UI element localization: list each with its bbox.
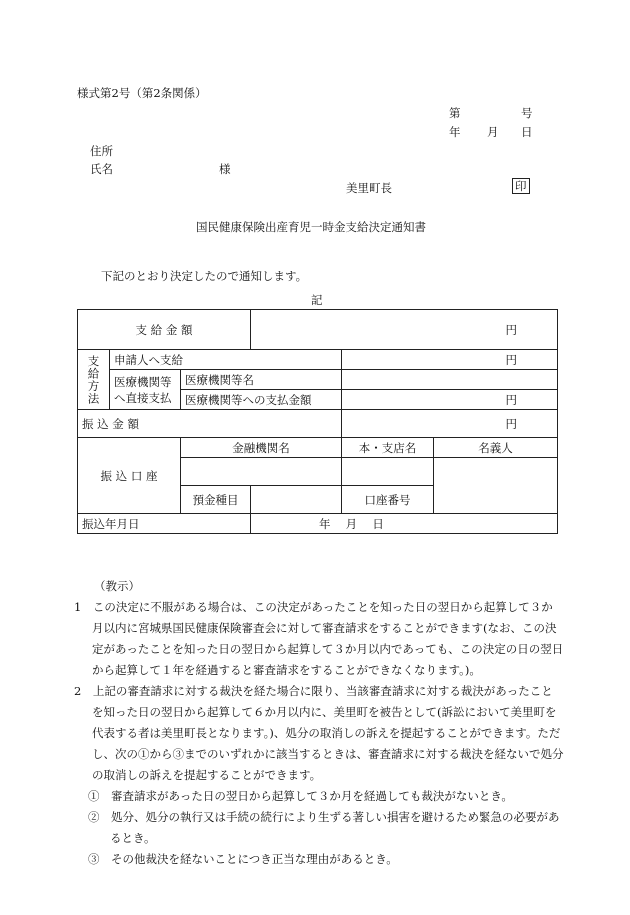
honorific: 様	[219, 162, 231, 176]
branch-header: 本・支店名	[342, 438, 434, 458]
date-day: 日	[521, 125, 533, 139]
instruction-1: 1 この決定に不服がある場合は、この決定があったことを知った日の翌日から起算して３か月以内に宮城県国民健康保険審査会に対して審査請求をすることができます(なお、この決定があったことを知った日の翌日から起算して３か月以内であっても、この決定の日の翌日から起算して１年を経過すると審査請求をすることができなくなります。)。	[74, 600, 564, 677]
institution-amount-value: 円	[342, 390, 558, 410]
holder-value	[434, 458, 558, 514]
document-title: 国民健康保険出産育児一時金支給決定通知書	[196, 220, 426, 234]
transfer-amount-label: 振 込 金 額	[78, 410, 342, 438]
transfer-account-label: 振 込 口 座	[78, 438, 181, 514]
address-label: 住所	[90, 144, 113, 158]
holder-header: 名義人	[434, 438, 558, 458]
payment-amount-value: 円	[251, 310, 558, 350]
bank-name-value	[181, 458, 342, 486]
name-label: 氏名	[90, 162, 113, 176]
instruction-2-item-2: ② 処分、処分の執行又は手続の続行により生ずる著しい損害を避けるため緊急の必要があるとき。	[88, 810, 560, 845]
transfer-date-label: 振込年月日	[78, 514, 251, 534]
doc-number-prefix: 第	[449, 106, 461, 120]
doc-number-suffix: 号	[521, 106, 533, 120]
intro-text: 下記のとおり決定したので通知します。	[101, 269, 308, 283]
payment-table	[77, 309, 558, 534]
instruction-2-item-1: ① 審査請求があった日の翌日から起算して３か月を経過しても裁決がないとき。	[88, 789, 513, 803]
date-month: 月	[487, 125, 499, 139]
institution-name-value	[342, 370, 558, 390]
deposit-type-label: 預金種目	[181, 486, 251, 514]
transfer-date-value: 年 月 日	[251, 514, 558, 534]
institution-amount-label: 医療機関等への支払金額	[181, 390, 342, 410]
to-applicant-label: 申請人へ支給	[110, 350, 342, 370]
direct-payment-label	[110, 370, 181, 410]
transfer-amount-value: 円	[342, 410, 558, 438]
account-number-label: 口座番号	[342, 486, 434, 514]
instructions	[74, 576, 564, 870]
seal-mark: 印	[512, 178, 530, 194]
direct-payment-line2: へ直接支払	[114, 390, 172, 405]
date-year: 年	[449, 125, 461, 139]
institution-name-label: 医療機関等名	[181, 370, 342, 390]
bank-name-header: 金融機関名	[181, 438, 342, 458]
payment-amount-label: 支 給 金 額	[78, 310, 251, 350]
issuer: 美里町長	[346, 181, 392, 195]
payment-method-label: 支給方法	[78, 350, 110, 410]
branch-value	[342, 458, 434, 486]
deposit-type-value	[251, 486, 342, 514]
ki-mark: 記	[311, 293, 323, 307]
instruction-2: 2 上記の審査請求に対する裁決を経た場合に限り、当該審査請求に対する裁決があったことを知った日の翌日から起算して６か月以内に、美里町を被告として(訴訟において美里町を代表する者は美里町長となります。)、処分の取消しの訴えを提起することができます。ただし、次の①から③までのいずれかに該当するときは、審査請求に対する裁決を経ないで処分の取消しの訴えを提起することができます。	[74, 684, 564, 782]
instructions-header: （教示）	[94, 579, 140, 593]
form-number: 様式第2号（第2条関係）	[77, 86, 207, 100]
to-applicant-value: 円	[342, 350, 558, 370]
instruction-2-item-3: ③ その他裁決を経ないことにつき正当な理由があるとき。	[88, 852, 398, 866]
direct-payment-line1: 医療機関等	[114, 374, 172, 389]
